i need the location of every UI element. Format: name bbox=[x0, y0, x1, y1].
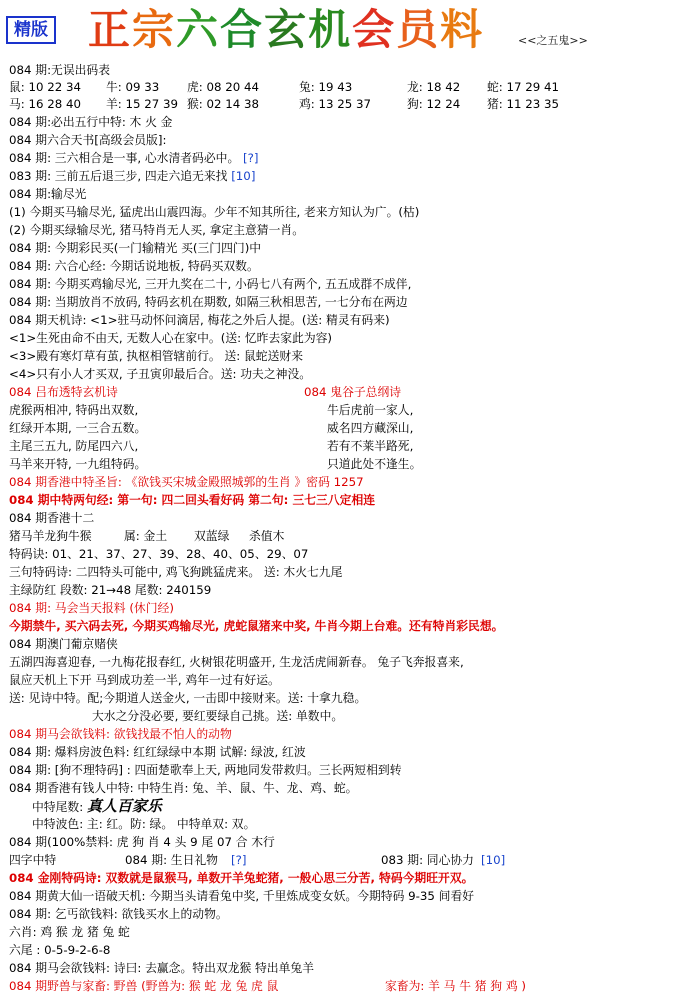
line-release: 084 期: 当期放肖不放码, 特码玄机在期数, 如隔三秋相思苦, 一七分布在两边 bbox=[9, 295, 408, 309]
title-char: 正 bbox=[88, 5, 133, 54]
line-number-formula: 特码诀: 01、21、37、27、39、28、40、05、29、07 bbox=[9, 547, 309, 561]
line-wong-tai-sin: 084 期黄大仙一语破天机: 今期当头请看兔中奖, 千里炼成变女妖。今期特码 9-35 间看好 bbox=[9, 889, 475, 903]
zodiac-rooster: 鸡: 13 25 37 bbox=[299, 97, 372, 111]
line-lose-2: (2) 今期买绿输尽光, 猪马特肖无人买, 拿定主意猜一肖。 bbox=[9, 223, 304, 237]
guiguzi-line-4: 只道此处不逢生。 bbox=[327, 457, 422, 471]
line-liuhe-book: 084 期六合天书[高级会员版]: bbox=[9, 133, 167, 147]
line-guaranteed-table: 084 期:无误出码表 bbox=[9, 63, 111, 77]
zodiac-horse: 马: 16 28 40 bbox=[9, 97, 82, 111]
title-char: 玄 bbox=[264, 5, 309, 54]
title-char: 合 bbox=[220, 5, 265, 54]
riddle-text: 084 期: 三六相合是一事, 心水清者码必中。 bbox=[9, 151, 240, 165]
livestock-list: 家畜为: 羊 马 牛 猪 狗 鸡 ) bbox=[385, 979, 526, 993]
zodiac-pig: 猪: 11 23 35 bbox=[487, 97, 560, 111]
attr-kill: 杀值木 bbox=[249, 529, 285, 543]
line-heart-sutra: 084 期: 六合心经: 今期话说地板, 特码买双数。 bbox=[9, 259, 259, 273]
line-macau-gambler: 084 期澳门葡京赌侠 bbox=[9, 637, 118, 651]
zodiac-goat: 羊: 15 27 39 bbox=[106, 97, 179, 111]
line-forbidden-ox: 今期禁牛, 买六码去死, 今期买鸡输尽光, 虎蛇鼠猪来中奖, 牛肖今期上台难。还有特肖彩民想。 bbox=[9, 619, 504, 633]
premium-badge: 精版 bbox=[6, 16, 56, 44]
line-two-sentences: 084 期中特两句经: 第一句: 四二回头看好码 第二句: 三七三八定相连 bbox=[9, 493, 376, 507]
line-tail-number bbox=[32, 798, 162, 815]
line-six-tails: 六尾 : 0-5-9-2-6-8 bbox=[9, 943, 111, 957]
lvbu-line-4: 马羊来开特, 一九组特码。 bbox=[9, 457, 147, 471]
four-words-label: 四字中特 bbox=[9, 853, 57, 867]
guiguzi-line-3: 若有不莱半路死, bbox=[327, 439, 414, 453]
title-char: 料 bbox=[440, 5, 485, 54]
line-poem-4: <4>只有小人才买双, 子丑寅卯最后合。送: 功夫之神没。 bbox=[9, 367, 312, 381]
line-beggar: 084 期: 乞丐欲钱料: 欲钱买水上的动物。 bbox=[9, 907, 228, 921]
attr-element: 属: 金土 bbox=[124, 529, 168, 543]
zodiac-monkey: 猴: 02 14 38 bbox=[187, 97, 260, 111]
riddle-answer-link[interactable]: [?] bbox=[243, 151, 259, 165]
line-lose-1: (1) 今期买马输尽光, 猛虎出山震四海。少年不知其所往, 老来方知认为广。(枯) bbox=[9, 205, 420, 219]
title-char: 机 bbox=[308, 5, 353, 54]
line-spring-poem: 五湖四海喜迎春, 一九梅花报春红, 火树银花明盛开, 生龙活虎闹新春。 兔子飞奔报喜来, bbox=[9, 655, 464, 669]
zodiac-tiger: 虎: 08 20 44 bbox=[187, 80, 260, 94]
line-big-water: 大水之分没必要, 要红要绿自己挑。送: 单数中。 bbox=[92, 709, 344, 723]
zodiac-ox: 牛: 09 33 bbox=[106, 80, 160, 94]
guiguzi-line-2: 威名四方藏深山, bbox=[327, 421, 414, 435]
line-hk-edict: 084 期香港中特圣旨: 《欲钱买宋城金殿照城郭的生肖 》密码 1257 bbox=[9, 475, 364, 489]
attr-wave: 双蓝绿 bbox=[194, 529, 230, 543]
zodiac-snake: 蛇: 17 29 41 bbox=[487, 80, 560, 94]
title-char: 六 bbox=[176, 5, 221, 54]
line-hk-rich: 084 期香港有钱人中特: 中特生肖: 兔、羊、鼠、牛、龙、鸡、蛇。 bbox=[9, 781, 358, 795]
line-money-riddle: 084 期马会欲钱料: 欲钱找最不怕人的动物 bbox=[9, 727, 232, 741]
line-wave-odd-even: 中特波色: 主: 红。防: 绿。 中特单双: 双。 bbox=[32, 817, 256, 831]
guiguzi-poem-heading: 084 鬼谷子总纲诗 bbox=[304, 385, 402, 399]
line-poem-3: <3>殿有寒灯草有茧, 执枢相管辖前行。 送: 鼠蛇送财来 bbox=[9, 349, 303, 363]
same-heart: 083 期: 同心协力 bbox=[381, 853, 474, 867]
attr-zodiacs: 猪马羊龙狗牛猴 bbox=[9, 529, 92, 543]
edition-tag: <<之五鬼>> bbox=[518, 34, 588, 47]
beasts-list: 084 期野兽与家畜: 野兽 (野兽为: 猴 蛇 龙 兔 虎 鼠 bbox=[9, 979, 279, 993]
line-poem-heading: 084 期天机诗: <1>驻马动怀问滴居, 梅花之外后人提。(送: 精灵有码来) bbox=[9, 313, 390, 327]
line-send-poem: 送: 见诗中特。配;今期道人送金火, 一击即中接财来。送: 十拿九稳。 bbox=[9, 691, 367, 705]
same-heart-answer[interactable]: [10] bbox=[481, 853, 506, 867]
line-macau-report: 084 期: 马会当天报料 (休门经) bbox=[9, 601, 174, 615]
line-forbidden-100: 084 期(100%禁料: 虎 狗 肖 4 头 9 尾 07 合 木行 bbox=[9, 835, 275, 849]
line-three-sentences: 三句特码诗: 二四特头可能中, 鸡飞狗跳猛虎来。 送: 木火七九尾 bbox=[9, 565, 343, 579]
line-lose-all: 084 期:输尽光 bbox=[9, 187, 87, 201]
line-gou-bu-li: 084 期: [狗不理特码] : 四面楚歌奉上天, 两地同发带救归。三长两短相到转 bbox=[9, 763, 402, 777]
title-char: 员 bbox=[396, 5, 441, 54]
lvbu-poem-heading: 084 吕布透特玄机诗 bbox=[9, 385, 118, 399]
zodiac-rabbit: 兔: 19 43 bbox=[299, 80, 353, 94]
guiguzi-line-1: 牛后虎前一家人, bbox=[327, 403, 414, 417]
title-char: 会 bbox=[352, 5, 397, 54]
lvbu-line-2: 红绿开本期, 一三合五数。 bbox=[9, 421, 147, 435]
lvbu-line-3: 主尾三五九, 防尾四六八, bbox=[9, 439, 139, 453]
line-083-riddle bbox=[9, 168, 255, 184]
line-poem-says: 084 期马会欲钱料: 诗曰: 去赢念。特出双龙猴 特出单兔羊 bbox=[9, 961, 314, 975]
riddle-083-text: 083 期: 三前五后退三步, 四走六追无来找 bbox=[9, 169, 228, 183]
handwritten-note: 真人百家乐 bbox=[86, 797, 162, 815]
line-five-elements: 084 期:必出五行中特: 木 火 金 bbox=[9, 115, 173, 129]
line-doors: 084 期: 今期彩民买(一门输精光 买(三门四门)中 bbox=[9, 241, 262, 255]
zodiac-dragon: 龙: 18 42 bbox=[407, 80, 461, 94]
title-char: 宗 bbox=[132, 5, 177, 54]
tail-number-label: 中特尾数: bbox=[32, 800, 84, 814]
birthday-gift-answer[interactable]: [?] bbox=[231, 853, 247, 867]
riddle-083-answer[interactable]: [10] bbox=[231, 169, 256, 183]
birthday-gift: 084 期: 生日礼物 bbox=[125, 853, 218, 867]
line-rat-poem: 鼠应天机上下开 马到成功差一半, 鸡年一过有好运。 bbox=[9, 673, 280, 687]
lvbu-line-1: 虎猴两相冲, 特码出双数, bbox=[9, 403, 139, 417]
line-poem-1: <1>生死由命不由天, 无数人心在家中。(送: 忆昨去家此为容) bbox=[9, 331, 333, 345]
line-vajra-poem: 084 金刚特码诗: 双数就是鼠猴马, 单数开羊兔蛇猪, 一般心思三分苦, 特码今期旺开双。 bbox=[9, 871, 474, 885]
line-hk-twelve: 084 期香港十二 bbox=[9, 511, 95, 525]
zodiac-rat: 鼠: 10 22 34 bbox=[9, 80, 82, 94]
line-wave-color: 084 期: 爆料房波色料: 红红绿绿中本期 试解: 绿波, 红波 bbox=[9, 745, 306, 759]
line-rooster-lose: 084 期: 今期买鸡输尽光, 三开九奖在二十, 小码七八有两个, 五五成群不成伴, bbox=[9, 277, 412, 291]
line-six-zodiacs: 六肖: 鸡 猴 龙 猪 兔 蛇 bbox=[9, 925, 130, 939]
zodiac-dog: 狗: 12 24 bbox=[407, 97, 461, 111]
line-084-riddle bbox=[9, 150, 258, 166]
line-segments: 主绿防红 段数: 21→48 尾数: 240159 bbox=[9, 583, 212, 597]
